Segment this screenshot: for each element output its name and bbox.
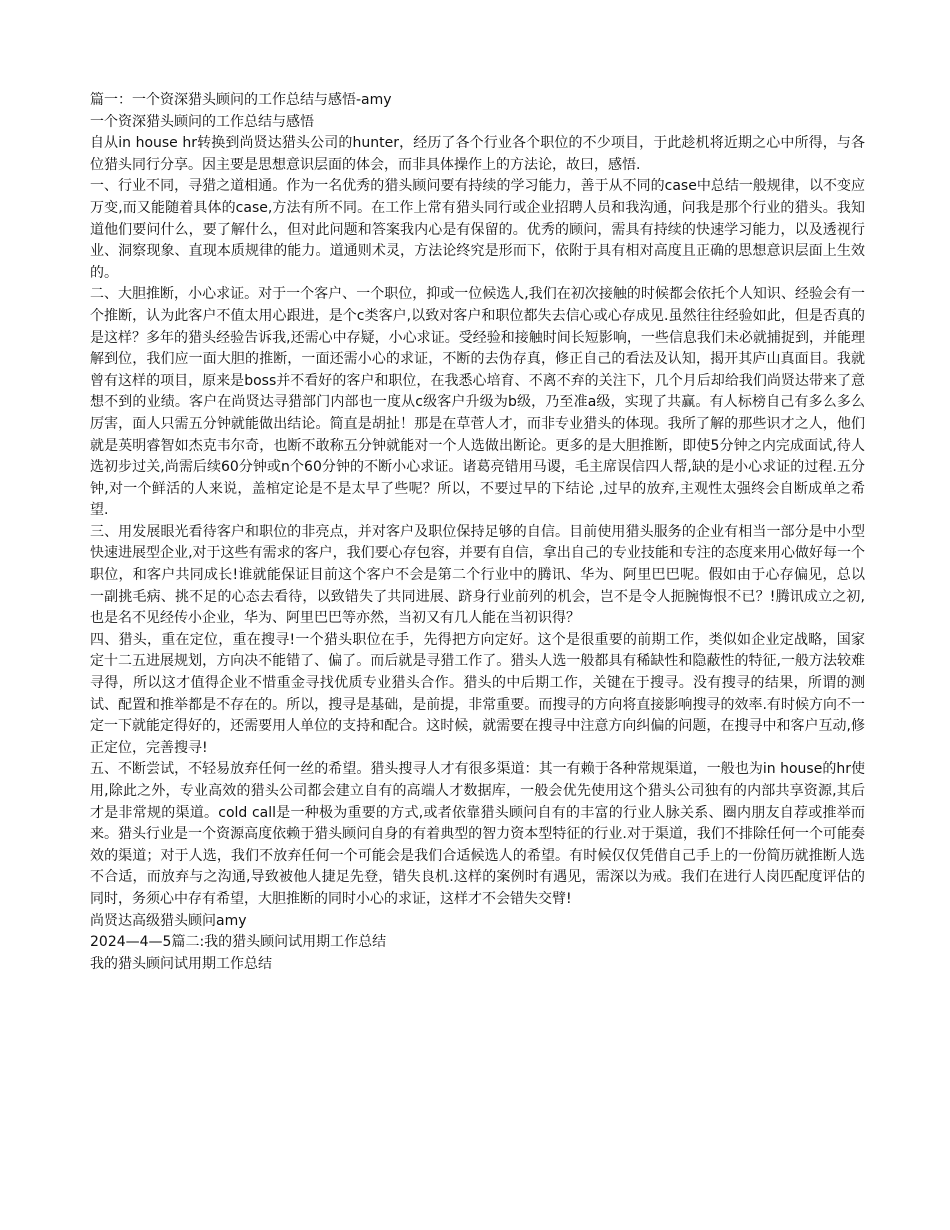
section-4-paragraph: 四、猎头，重在定位，重在搜寻!一个猎头职位在手，先得把方向定好。这个是很重要的前期工作，类似如企业定战略，国家定十二五进展规划，方向决不能错了、偏了。而后就是寻猎工作了。猎头人选一般都具有稀缺性和隐蔽性的特征,一般方法较难寻得，所以这才值得企业不惜重金寻找优质专业猎头合作。猎头的中后期工作，关键在于搜寻。没有搜寻的结果，所谓的测试、配置和推举都是不存在的。所以，搜寻是基础，是前提，非常重要。而搜寻的方向将直接影响搜寻的效率.有时候方向不一定一下就能定得好的，还需要用人单位的支持和配合。这时候，就需要在搜寻中注意方向纠偏的问题，在搜寻中和客户互动,修正定位，完善搜寻!: [90, 631, 865, 756]
next-document-subtitle: 我的猎头顾问试用期工作总结: [90, 955, 272, 972]
date-and-next-title: 2024—4—5篇二:我的猎头顾问试用期工作总结: [90, 934, 387, 951]
section-2-paragraph: 二、大胆推断，小心求证。对于一个客户、一个职位，抑或一位候选人,我们在初次接触的时候都会依托个人知识、经验会有一个推断，认为此客户不值太用心跟进，是个c类客户,以致对客户和职位都失去信心或心存成见.虽然往往经验如此，但是否真的是这样？多年的猎头经验告诉我,还需心中存疑，小心求证。受经验和接触时间长短影响，一些信息我们未必就捕捉到，并能理解到位，我们应一面大胆的推断，一面还需小心的求证，不断的去伪存真，修正自己的看法及认知，揭开其庐山真面目。我就曾有这样的项目，原来是boss并不看好的客户和职位，在我悉心培育、不离不弃的关注下，几个月后却给我们尚贤达带来了意想不到的业绩。客户在尚贤达寻猎部门内部也一度从c级客户升级为b级，乃至准a级，实现了共赢。有人标榜自己有多么多么厉害，面人只需五分钟就能做出结论。简直是胡扯！那是在草菅人才，而非专业猎头的体现。我所了解的那些识才之人，他们就是英明睿智如杰克韦尔奇，也断不敢称五分钟就能对一个人选做出断论。更多的是大胆推断，即使5分钟之内完成面试,待人选初步过关,尚需后续60分钟或n个60分钟的不断小心求证。诸葛亮错用马谡，毛主席误信四人帮,缺的是小心求证的过程.五分钟,对一个鲜活的人来说，盖棺定论是不是太早了些呢？所以，不要过早的下结论 ,过早的放弃,主观性太强终会自断成单之希望.: [90, 286, 865, 519]
intro-paragraph: 自从in house hr转换到尚贤达猎头公司的hunter，经历了各个行业各个职位的不少项目，于此趁机将近期之心中所得，与各位猎头同行分享。因主要是思想意识层面的体会，而非具体操作上的方法论，故曰，感悟.: [90, 135, 865, 173]
author-signature: 尚贤达高级猎头顾问amy: [90, 912, 247, 929]
document-title: 篇一：一个资深猎头顾问的工作总结与感悟-amy: [90, 92, 392, 108]
document-page: [90, 90, 865, 975]
section-3-paragraph: 三、用发展眼光看待客户和职位的非亮点，并对客户及职位保持足够的自信。目前使用猎头服务的企业有相当一部分是中小型快速进展型企业,对于这些有需求的客户，我们要心存包容，并要有自信，拿出自己的专业技能和专注的态度来用心做好每一个职位，和客户共同成长!谁就能保证目前这个客户不会是第二个行业中的腾讯、华为、阿里巴巴呢。假如由于心存偏见，总以一副挑毛病、挑不足的心态去看待，以致错失了共同进展、跻身行业前列的机会，岂不是令人扼腕悔恨不已？!腾讯成立之初,也是名不见经传小企业，华为、阿里巴巴等亦然，当初又有几人能在当初识得？: [90, 523, 865, 627]
section-1-paragraph: 一、行业不同，寻猎之道相通。作为一名优秀的猎头顾问要有持续的学习能力，善于从不同的case中总结一般规律，以不变应万变,而又能随着具体的case,方法有所不同。在工作上常有猎头同行或企业招聘人员和我沟通，问我是那个行业的猎头。我知道他们要问什么，要了解什么，但对此问题和答案我内心是有保留的。优秀的顾问，需具有持续的快速学习能力，以及透视行业、洞察现象、直现本质规律的能力。道通则术灵，方法论终究是形而下，依附于具有相对高度且正确的思想意识层面上生效的。: [90, 178, 865, 281]
document-subtitle: 一个资深猎头顾问的工作总结与感悟: [90, 113, 314, 130]
section-5-paragraph: 五、不断尝试，不轻易放弃任何一丝的希望。猎头搜寻人才有很多渠道：其一有赖于各种常规渠道，一般也为in house的hr使用,除此之外，专业高效的猎头公司都会建立自有的高端人才数据库，一般会优先使用这个猎头公司独有的内部共享资源,其后才是非常规的渠道。cold call是一种极为重要的方式,或者依靠猎头顾问自有的丰富的行业人脉关系、圈内朋友自荐或推举而来。猎头行业是一个资源高度依赖于猎头顾问自身的有着典型的智力资本型特征的行业.对于渠道，我们不排除任何一个可能奏效的渠道；对于人选，我们不放弃任何一个可能会是我们合适候选人的希望。有时候仅仅凭借自己手上的一份简历就推断人选不合适，而放弃与之沟通,导致被他人捷足先登，错失良机.这样的案例时有遇见，需深以为戒。我们在进行人岗匹配度评估的同时，务须心中存有希望，大胆推断的同时小心的求证，这样才不会错失交臂!: [90, 761, 865, 907]
